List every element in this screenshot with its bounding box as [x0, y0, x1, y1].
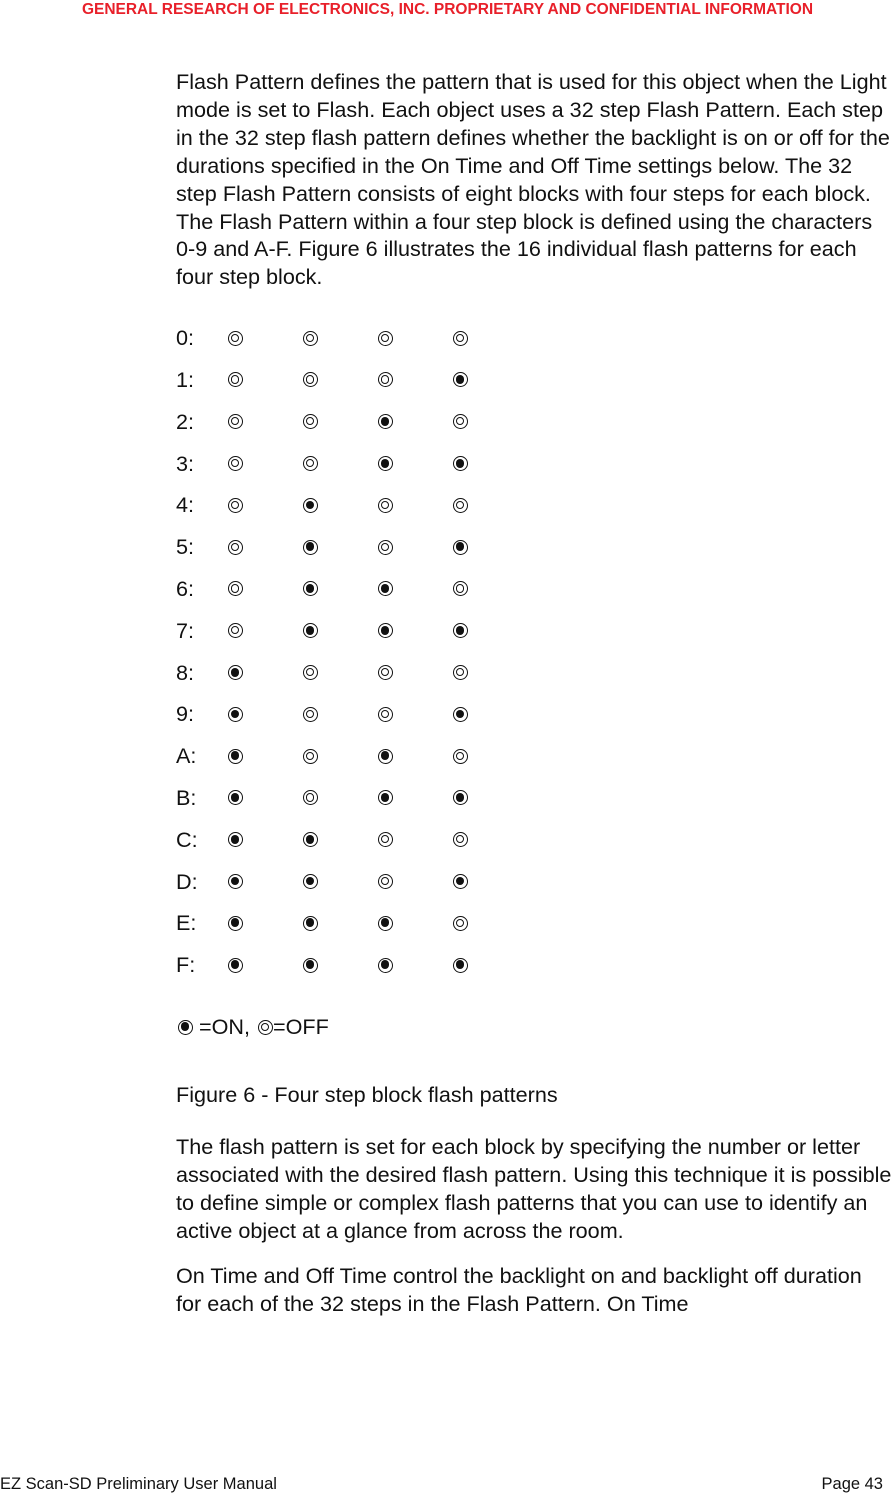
pattern-row	[176, 819, 892, 861]
pattern-label: 8:	[176, 659, 195, 685]
on-circle-icon	[453, 456, 468, 471]
footer-manual-title: EZ Scan-SD Preliminary User Manual	[0, 1475, 277, 1493]
on-circle-icon	[453, 707, 468, 722]
off-circle-icon	[303, 749, 318, 764]
pattern-row	[176, 484, 892, 526]
pattern-row	[176, 610, 892, 652]
off-circle-icon	[303, 456, 318, 471]
on-circle-icon	[453, 874, 468, 889]
pattern-step	[376, 498, 451, 513]
pattern-step	[376, 790, 451, 805]
pattern-step	[301, 623, 376, 638]
pattern-row	[176, 944, 892, 986]
pattern-step	[226, 749, 301, 764]
pattern-step	[376, 581, 451, 596]
off-circle-icon	[378, 372, 393, 387]
pattern-row	[176, 902, 892, 944]
pattern-step	[451, 749, 526, 764]
pattern-step	[226, 581, 301, 596]
on-circle-icon	[453, 540, 468, 555]
off-circle-icon	[453, 498, 468, 513]
pattern-step	[451, 540, 526, 555]
pattern-step	[451, 916, 526, 931]
pattern-step	[376, 916, 451, 931]
pattern-step	[226, 958, 301, 973]
pattern-label: 0:	[176, 325, 195, 351]
off-circle-icon	[303, 665, 318, 680]
off-circle-icon	[303, 414, 318, 429]
footer-page-number: Page 43	[821, 1475, 883, 1493]
pattern-step	[301, 749, 376, 764]
pattern-step	[301, 331, 376, 346]
pattern-step	[451, 832, 526, 847]
pattern-step	[301, 540, 376, 555]
pattern-step	[451, 331, 526, 346]
confidential-header: GENERAL RESEARCH OF ELECTRONICS, INC. PROPRIETARY AND CONFIDENTIAL INFORMATION	[81, 1, 814, 18]
pattern-label: D:	[176, 868, 198, 894]
off-circle-icon	[453, 414, 468, 429]
pattern-label: 4:	[176, 492, 195, 518]
off-circle-icon	[228, 498, 243, 513]
legend-on-label: =ON,	[193, 1014, 250, 1039]
pattern-step	[226, 665, 301, 680]
pattern-step	[301, 581, 376, 596]
on-circle-icon	[378, 414, 393, 429]
pattern-step	[451, 665, 526, 680]
on-circle-icon	[303, 623, 318, 638]
pattern-step	[226, 372, 301, 387]
on-circle-icon	[378, 623, 393, 638]
pattern-step	[301, 498, 376, 513]
pattern-step	[451, 581, 526, 596]
pattern-step	[226, 331, 301, 346]
pattern-label: 9:	[176, 701, 195, 727]
on-circle-icon	[303, 832, 318, 847]
pattern-label: 3:	[176, 450, 195, 476]
pattern-step	[301, 790, 376, 805]
pattern-step	[376, 331, 451, 346]
pattern-step	[226, 916, 301, 931]
off-circle-icon	[378, 540, 393, 555]
pattern-step	[376, 707, 451, 722]
off-circle-icon	[453, 832, 468, 847]
pattern-step	[226, 790, 301, 805]
off-circle-icon	[378, 832, 393, 847]
pattern-row	[176, 735, 892, 777]
on-circle-icon	[453, 790, 468, 805]
on-circle-icon	[303, 874, 318, 889]
pattern-step	[451, 874, 526, 889]
pattern-label: E:	[176, 910, 197, 936]
off-circle-icon	[303, 372, 318, 387]
off-circle-icon	[228, 540, 243, 555]
pattern-row	[176, 693, 892, 735]
pattern-step	[376, 456, 451, 471]
legend-off-label: =OFF	[273, 1014, 329, 1039]
off-circle-icon	[228, 623, 243, 638]
pattern-step	[226, 456, 301, 471]
pattern-step	[451, 958, 526, 973]
pattern-row	[176, 777, 892, 819]
pattern-step	[301, 456, 376, 471]
pattern-step	[376, 832, 451, 847]
off-circle-icon	[228, 414, 243, 429]
pattern-step	[301, 832, 376, 847]
pattern-step	[301, 707, 376, 722]
off-circle-icon	[453, 581, 468, 596]
pattern-step	[376, 874, 451, 889]
on-circle-icon	[228, 707, 243, 722]
pattern-row	[176, 568, 892, 610]
pattern-step	[376, 623, 451, 638]
on-circle-icon	[228, 749, 243, 764]
off-circle-icon	[378, 707, 393, 722]
off-circle-icon	[453, 749, 468, 764]
off-circle-icon	[303, 790, 318, 805]
off-circle-icon	[258, 1020, 273, 1035]
pattern-label: 1:	[176, 366, 195, 392]
page-content	[176, 68, 892, 1317]
off-circle-icon	[228, 372, 243, 387]
on-circle-icon	[303, 540, 318, 555]
on-circle-icon	[303, 958, 318, 973]
pattern-step	[226, 832, 301, 847]
on-circle-icon	[378, 581, 393, 596]
pattern-step	[451, 414, 526, 429]
off-circle-icon	[378, 874, 393, 889]
on-circle-icon	[453, 372, 468, 387]
figure-caption: Figure 6 - Four step block flash patterns	[176, 1082, 558, 1107]
pattern-step	[226, 540, 301, 555]
pattern-label: 6:	[176, 575, 195, 601]
on-circle-icon	[228, 832, 243, 847]
pattern-label: B:	[176, 784, 197, 810]
on-circle-icon	[228, 665, 243, 680]
pattern-step	[451, 456, 526, 471]
pattern-step	[376, 749, 451, 764]
pattern-step	[451, 707, 526, 722]
pattern-step	[301, 874, 376, 889]
pattern-step	[451, 498, 526, 513]
off-circle-icon	[378, 331, 393, 346]
off-circle-icon	[303, 331, 318, 346]
pattern-step	[376, 372, 451, 387]
usage-paragraph: The flash pattern is set for each block by specifying the number or letter associated with the desired flash pattern. Using this technique it is possible to define simple or complex flash patterns that you can use to identify an active object at a glance from across the room.	[176, 1134, 892, 1243]
pattern-step	[301, 665, 376, 680]
on-circle-icon	[178, 1020, 193, 1035]
pattern-row	[176, 317, 892, 359]
off-circle-icon	[378, 498, 393, 513]
pattern-step	[226, 498, 301, 513]
on-circle-icon	[378, 456, 393, 471]
on-circle-icon	[453, 958, 468, 973]
on-circle-icon	[228, 790, 243, 805]
pattern-step	[226, 623, 301, 638]
off-circle-icon	[453, 916, 468, 931]
on-circle-icon	[303, 581, 318, 596]
pattern-step	[376, 958, 451, 973]
on-circle-icon	[378, 916, 393, 931]
pattern-step	[226, 707, 301, 722]
off-circle-icon	[378, 665, 393, 680]
off-circle-icon	[228, 456, 243, 471]
pattern-row	[176, 359, 892, 401]
pattern-label: 5:	[176, 534, 195, 560]
pattern-step	[301, 958, 376, 973]
pattern-row	[176, 526, 892, 568]
on-circle-icon	[228, 958, 243, 973]
pattern-step	[451, 790, 526, 805]
pattern-row	[176, 652, 892, 694]
pattern-step	[301, 916, 376, 931]
pattern-step	[301, 372, 376, 387]
off-circle-icon	[228, 331, 243, 346]
pattern-label: F:	[176, 952, 196, 978]
pattern-label: C:	[176, 826, 198, 852]
intro-paragraph: Flash Pattern defines the pattern that is used for this object when the Light mode is set to Flash. Each object uses a 32 step Flash Pattern. Each step in the 32 step flash pattern defines whether the backlight is on or off for the durations specified in the On Time and Off Time settings below. The 32 step Flash Pattern consists of eight blocks with four steps for each block. The Flash Pattern within a four step block is defined using the characters 0-9 and A-F. Figure 6 illustrates the 16 individual flash patterns for each four step block.	[176, 69, 890, 290]
pattern-step	[226, 414, 301, 429]
on-circle-icon	[228, 874, 243, 889]
pattern-row	[176, 401, 892, 443]
off-circle-icon	[303, 707, 318, 722]
timing-paragraph: On Time and Off Time control the backlight on and backlight off duration for each of the 32 steps in the Flash Pattern. On Time	[176, 1262, 862, 1316]
pattern-legend	[176, 1013, 892, 1041]
pattern-step	[376, 540, 451, 555]
on-circle-icon	[453, 623, 468, 638]
pattern-step	[451, 623, 526, 638]
pattern-label: 7:	[176, 617, 195, 643]
pattern-step	[226, 874, 301, 889]
off-circle-icon	[228, 581, 243, 596]
pattern-label: A:	[176, 743, 197, 769]
pattern-row	[176, 443, 892, 485]
on-circle-icon	[303, 498, 318, 513]
pattern-step	[376, 665, 451, 680]
flash-pattern-table	[176, 317, 892, 986]
pattern-step	[301, 414, 376, 429]
pattern-step	[376, 414, 451, 429]
on-circle-icon	[303, 916, 318, 931]
on-circle-icon	[228, 916, 243, 931]
off-circle-icon	[453, 665, 468, 680]
off-circle-icon	[453, 331, 468, 346]
on-circle-icon	[378, 749, 393, 764]
on-circle-icon	[378, 958, 393, 973]
on-circle-icon	[378, 790, 393, 805]
pattern-row	[176, 861, 892, 903]
pattern-step	[451, 372, 526, 387]
pattern-label: 2:	[176, 408, 195, 434]
